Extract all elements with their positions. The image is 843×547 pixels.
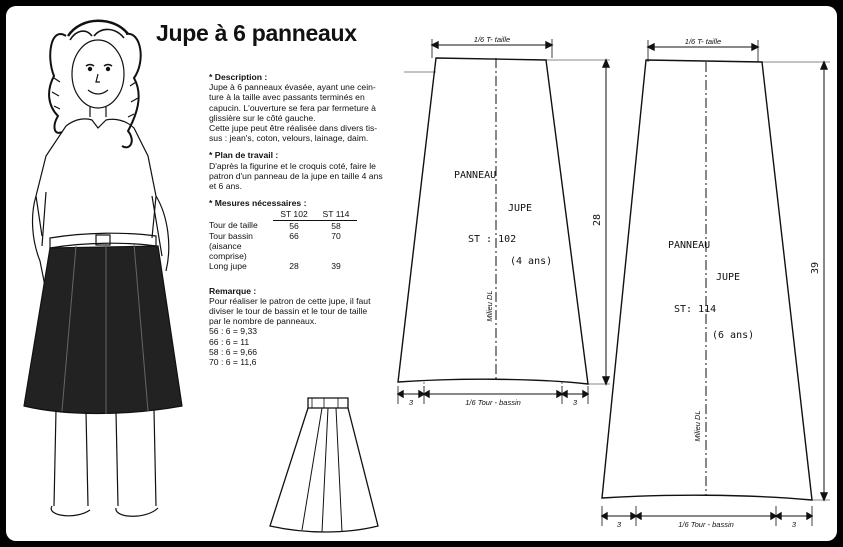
plan-line: et 6 ans. bbox=[209, 181, 242, 192]
remarque-heading: Remarque : bbox=[209, 285, 257, 296]
p2-jupe-label: JUPE bbox=[716, 272, 741, 283]
calc-line: 66 : 6 = 11 bbox=[209, 336, 250, 347]
description-text bbox=[209, 82, 399, 143]
column-header: ST 102 bbox=[273, 209, 315, 220]
p1-age-label: (4 ans) bbox=[510, 256, 553, 267]
p1-left-margin: 3 bbox=[408, 398, 414, 407]
table-row bbox=[209, 220, 357, 231]
p1-jupe-label: JUPE bbox=[508, 203, 533, 214]
p2-right-margin: 3 bbox=[791, 520, 797, 529]
row-label: Tour bassin bbox=[209, 230, 253, 241]
p1-panneau-label: PANNEAU bbox=[454, 170, 497, 181]
plan-text bbox=[209, 161, 399, 192]
pattern-labels bbox=[409, 35, 821, 529]
p1-center-line-label: Milieu DL bbox=[485, 290, 494, 322]
pattern-panel-st102 bbox=[398, 39, 610, 404]
p2-height-label: 39 bbox=[810, 261, 821, 275]
column-header: ST 114 bbox=[315, 209, 357, 220]
plan-heading: * Plan de travail : bbox=[209, 150, 279, 161]
description-heading: * Description : bbox=[209, 72, 268, 82]
remarque-line: diviser le tour de bassin et le tour de taille bbox=[209, 306, 368, 317]
row-label: Long jupe bbox=[209, 261, 247, 272]
description-line: Jupe à 6 panneaux évasée, ayant une cein- bbox=[209, 82, 376, 93]
description-line: sus : jean's, coton, velours, lainage, daim. bbox=[209, 133, 369, 144]
table-row bbox=[209, 241, 357, 261]
cell-value: 58 bbox=[331, 220, 341, 231]
row-label: Tour de taille bbox=[209, 220, 258, 231]
p2-left-margin: 3 bbox=[616, 520, 622, 529]
p2-top-label: 1/6 T- taille bbox=[684, 37, 722, 46]
calc-line: 58 : 6 = 9,66 bbox=[209, 346, 258, 357]
page-title: Jupe à 6 panneaux bbox=[156, 20, 357, 46]
mesures-heading: * Mesures nécessaires : bbox=[209, 198, 307, 209]
pattern-artwork bbox=[6, 6, 837, 541]
p2-panneau-label: PANNEAU bbox=[668, 240, 711, 251]
cell-value: 66 bbox=[289, 230, 299, 241]
p1-bottom-label: 1/6 Tour - bassin bbox=[465, 398, 521, 407]
remarque-line: Pour réaliser le patron de cette jupe, il faut bbox=[209, 295, 371, 306]
p1-height-label: 28 bbox=[592, 213, 603, 227]
table-row bbox=[209, 231, 357, 241]
plan-line: patron d'un panneau de la jupe en taille 4 ans bbox=[209, 170, 383, 181]
plan-line: D'après la figurine et le croquis coté, faire le bbox=[209, 160, 376, 171]
remarque-line: par le nombre de panneaux. bbox=[209, 316, 317, 327]
remarque-text bbox=[209, 296, 399, 367]
p1-top-label: 1/6 T- taille bbox=[473, 35, 511, 44]
p2-bottom-label: 1/6 Tour - bassin bbox=[678, 520, 734, 529]
cell-value: 70 bbox=[331, 230, 341, 241]
table-header-row bbox=[209, 209, 357, 220]
p2-st-label: ST: 114 bbox=[674, 304, 717, 315]
description-line: capucin. L'ouverture se fera par fermeture à bbox=[209, 102, 376, 113]
description-line: glissière sur le côté gauche. bbox=[209, 112, 316, 123]
pattern-page bbox=[6, 6, 837, 541]
cell-value bbox=[315, 241, 357, 261]
calc-line: 70 : 6 = 11,6 bbox=[209, 357, 257, 368]
description-line: ture à la taille avec passants terminés en bbox=[209, 92, 365, 103]
cell-value bbox=[273, 241, 315, 261]
cell-value: 39 bbox=[331, 261, 341, 272]
p1-right-margin: 3 bbox=[572, 398, 578, 407]
row-label: (aisance comprise) bbox=[209, 241, 247, 262]
skirt-croquis-sketch bbox=[270, 398, 378, 532]
p1-st-label: ST : 102 bbox=[468, 234, 517, 245]
instructions-column bbox=[209, 72, 399, 367]
p2-age-label: (6 ans) bbox=[712, 330, 755, 341]
cell-value: 28 bbox=[289, 261, 299, 272]
table-row bbox=[209, 261, 357, 271]
description-line: Cette jupe peut être réalisée dans divers tis- bbox=[209, 123, 378, 134]
measurements-table bbox=[209, 209, 357, 271]
calc-line: 56 : 6 = 9,33 bbox=[209, 326, 258, 337]
pattern-panel-st114 bbox=[602, 40, 830, 526]
girl-figure-illustration bbox=[24, 21, 182, 517]
cell-value: 56 bbox=[289, 220, 299, 231]
p2-center-line-label: Milieu DL bbox=[693, 410, 702, 442]
